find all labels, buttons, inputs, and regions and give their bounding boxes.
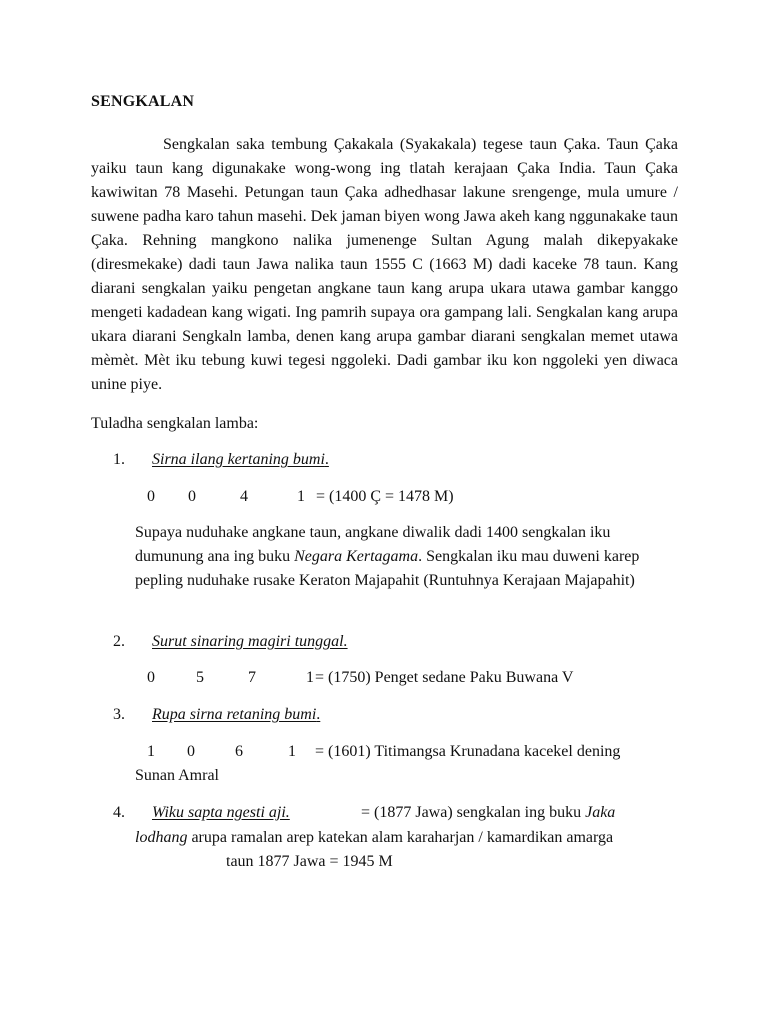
item-1-phrase <box>152 448 329 472</box>
digit: 1 <box>288 743 296 760</box>
examples-heading: Tuladha sengkalan lamba: <box>91 415 259 432</box>
item-1-note-a: Supaya nuduhake angkane taun, angkane diwalik dadi 1400 sengkalan iku dumunung ana ing buku <box>135 524 611 565</box>
digit: 1 <box>297 488 305 505</box>
item-3-phrase-end: . <box>316 706 321 723</box>
digit: 5 <box>196 669 204 686</box>
intro-paragraph: Sengkalan saka tembung Çakakala (Syakakala) tegese taun Çaka. Taun Çaka yaiku taun kang digunakake wong-wong ing tlatah kerajaan Çaka India. Taun Çaka kawiwitan 78 Masehi. Petungan taun Çaka adhedhasar lakune srengenge, mula umure / suwene padha karo tahun masehi. Dek jaman biyen wong Jawa akeh kang nggunakake taun Çaka. Rehning mangkono nalika jumenenge Sultan Agung malah dikepyakake (diresmekake) dadi taun Jawa nalika taun 1555 C (1663 M) dadi kaceke 78 taun. Kang diarani sengkalan yaiku pengetan angkane taun kang arupa ukara utawa gambar kanggo mengeti kadadean kang wigati. Ing pamrih supaya ora gampang lali. Sengkalan kang arupa ukara diarani Sengkaln lamba, denen kang arupa gambar diarani sengkalan memet utawa mèmèt. Mèt iku tebung kuwi tegesi nggoleki. Dadi gambar iku kon nggoleki yen diwaca unine piye. <box>91 136 678 393</box>
item-4-result-italic-1: Jaka <box>585 804 616 821</box>
item-2-result: = (1750) Penget sedane Paku Buwana V <box>315 669 574 686</box>
digit: 1 <box>147 743 155 760</box>
item-1-note-b: . Sengkalan iku mau duweni karep pepling nuduhake rusake Keraton Majapahit (Runtuhnya Kerajaan Majapahit) <box>135 548 640 589</box>
digit: 0 <box>147 488 155 505</box>
item-3-phrase <box>152 703 320 727</box>
item-4-result-italic-2: lodhang <box>135 829 188 846</box>
item-1-phrase-end: . <box>324 451 329 468</box>
digit: 0 <box>147 669 155 686</box>
digit: 6 <box>235 743 243 760</box>
item-3-result: = (1601) Titimangsa Krunadana kacekel dening <box>315 743 621 760</box>
item-4-result-line3: taun 1877 Jawa = 1945 M <box>226 853 393 870</box>
item-2-number: 2. <box>113 633 125 650</box>
item-3-result-cont: Sunan Amral <box>135 767 219 784</box>
item-1-phrase-text: Sirna ilang kertaning bumi <box>152 451 325 468</box>
item-4-phrase-text: Wiku sapta ngesti aji. <box>152 804 290 821</box>
item-2-digits <box>0 666 768 690</box>
item-3-number: 3. <box>113 706 125 723</box>
item-3-phrase-text: Rupa sirna retaning bumi <box>152 706 317 723</box>
item-4-phrase <box>152 801 304 825</box>
item-1-result: = (1400 Ç = 1478 M) <box>316 488 454 505</box>
digit: 4 <box>240 488 248 505</box>
item-2-phrase <box>152 630 348 654</box>
item-1-note <box>135 521 680 593</box>
item-3-digits <box>0 740 768 764</box>
item-4-number: 4. <box>113 804 125 821</box>
item-4-result-a: = (1877 Jawa) sengkalan ing buku <box>361 804 586 821</box>
item-4-result <box>361 801 615 825</box>
item-4-result-b: arupa ramalan arep katekan alam karaharjan / kamardikan amarga <box>187 829 614 846</box>
digit: 0 <box>187 743 195 760</box>
item-1-number: 1. <box>113 451 125 468</box>
digit: 0 <box>188 488 196 505</box>
item-1-note-italic: Negara Kertagama <box>294 548 419 565</box>
page-title: SENGKALAN <box>91 93 195 110</box>
digit: 1 <box>306 669 314 686</box>
digit: 7 <box>248 669 256 686</box>
item-4-result-line2 <box>135 826 613 850</box>
item-2-phrase-text: Surut sinaring magiri tunggal. <box>152 633 348 650</box>
item-1-digits <box>0 485 768 509</box>
